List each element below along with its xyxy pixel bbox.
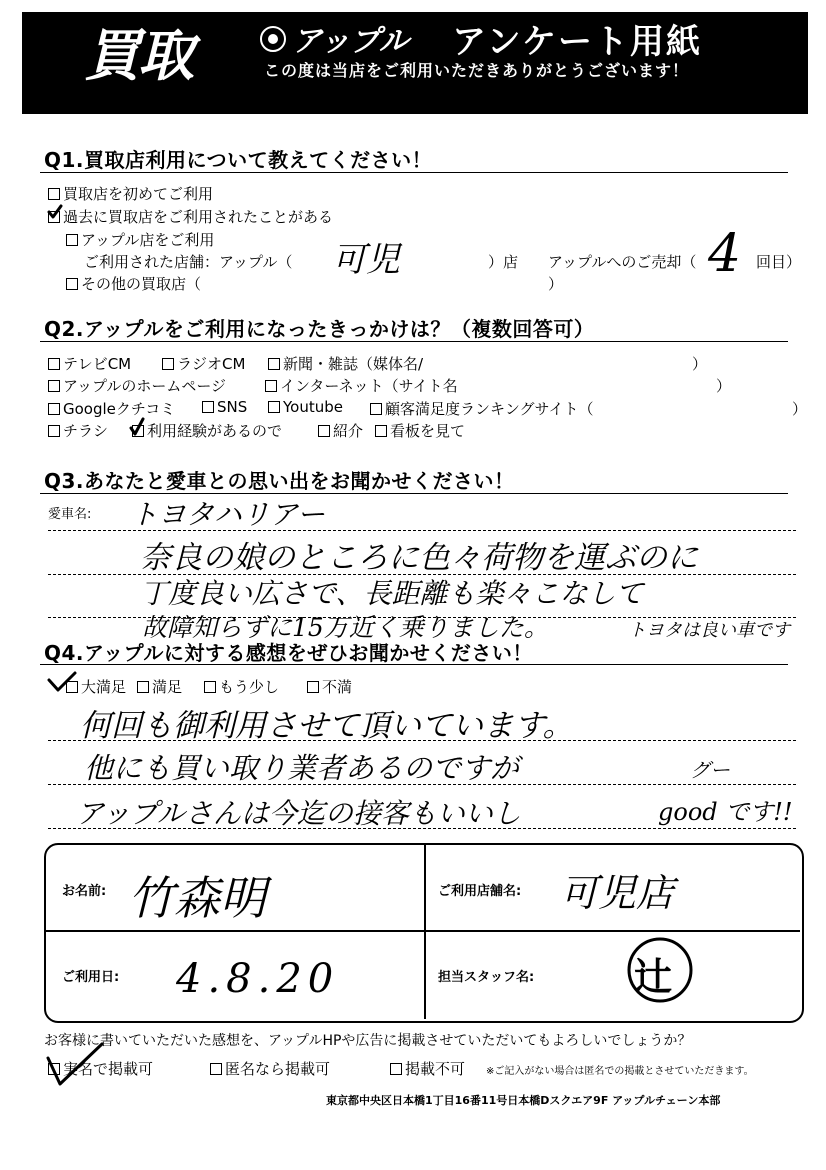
q4-option-satisfied-label: 満足: [152, 678, 183, 696]
header-subtitle: この度は当店をご利用いただきありがとうございます！: [264, 61, 690, 80]
q3-memory-note: トヨタは良い車です: [628, 620, 790, 641]
q1-option-apple-label: アップル店をご利用: [81, 231, 215, 249]
checkbox-referral[interactable]: [318, 425, 330, 437]
store-name-handwritten[interactable]: 可児店: [560, 871, 675, 915]
q2-option-flyer-label: チラシ: [63, 422, 109, 440]
q4-comment-line-1: 何回も御利用させて頂いています。: [80, 708, 574, 744]
q1-store-handwritten: 可児: [332, 240, 400, 280]
q4-rule: [40, 664, 788, 665]
check-mark-icon: [44, 1040, 106, 1090]
q2-rule: [40, 341, 788, 342]
checkbox-internet[interactable]: [265, 380, 277, 392]
q2-option-tvcm[interactable]: [48, 353, 131, 374]
checkbox-flyer[interactable]: [48, 425, 60, 437]
q3-writing-line: [48, 530, 796, 531]
q2-option-internet[interactable]: [265, 375, 458, 396]
q4-option-slightly-label: もう少し: [219, 678, 280, 696]
q1-option-first-label: 買取店を初めてご利用: [63, 185, 214, 203]
q2-option-homepage[interactable]: [48, 375, 226, 396]
q3-memory-line-2: 丁度良い広さで、長距離も楽々こなして: [140, 577, 644, 610]
checkbox-news[interactable]: [268, 358, 280, 370]
q2-option-google[interactable]: [48, 398, 175, 419]
q2-ranking-close: ）: [792, 400, 808, 418]
store-name-label: ご利用店舗名:: [438, 884, 522, 899]
q2-option-radio[interactable]: [162, 353, 245, 374]
checkbox-tvcm[interactable]: [48, 358, 60, 370]
apple-logo-icon: [258, 24, 288, 54]
q1-option-past[interactable]: [48, 206, 333, 227]
footer-address: 東京都中央区日本橋1丁目16番11号日本橋Dスクエア9F アップルチェーン本部: [326, 1094, 721, 1107]
q3-car-label: 愛車名:: [48, 507, 92, 522]
consent-note: ※ご記入がない場合は匿名での掲載とさせていただきます。: [486, 1066, 754, 1077]
q1-option-apple[interactable]: [66, 229, 214, 250]
kaitori-logo: 買取: [84, 24, 192, 89]
checkbox-slightly[interactable]: [204, 681, 216, 693]
name-handwritten[interactable]: 竹森明: [128, 871, 266, 925]
checkbox-sns[interactable]: [202, 401, 214, 413]
check-mark-icon: [128, 416, 146, 438]
q2-option-news-label: 新聞・雑誌（媒体名/: [283, 355, 424, 373]
q2-option-radio-label: ラジオCM: [177, 355, 246, 373]
checkbox-satisfied[interactable]: [137, 681, 149, 693]
q2-option-experience-label: 利用経験があるので: [147, 422, 283, 440]
q4-option-dissatisfied[interactable]: [307, 676, 352, 697]
q2-option-youtube[interactable]: [268, 398, 343, 416]
consent-option-anonymous-label: 匿名なら掲載可: [225, 1060, 331, 1078]
checkbox-dissatisfied[interactable]: [307, 681, 319, 693]
q2-option-news[interactable]: [268, 353, 423, 374]
q3-memory-line-1: 奈良の娘のところに色々荷物を運ぶのに: [140, 540, 698, 576]
q2-option-internet-label: インターネット（サイト名: [280, 377, 458, 395]
q2-option-referral-label: 紹介: [333, 422, 364, 440]
staff-label: 担当スタッフ名:: [438, 970, 535, 985]
date-label: ご利用日:: [62, 970, 120, 985]
q1-title: Q1.買取店利用について教えてください！: [44, 148, 433, 172]
q1-store-suffix: ）店: [488, 253, 519, 271]
q2-option-sns-label: SNS: [217, 398, 248, 416]
q4-option-very-satisfied-label: 大満足: [81, 678, 127, 696]
q2-option-homepage-label: アップルのホームページ: [63, 377, 227, 395]
q1-option-other[interactable]: [66, 273, 201, 294]
checkbox-anonymous[interactable]: [210, 1063, 222, 1075]
q2-option-sns[interactable]: [202, 398, 247, 416]
checkbox-radio[interactable]: [162, 358, 174, 370]
q2-news-close: ）: [692, 355, 708, 373]
consent-option-real-name-label: 実名で掲載可: [63, 1060, 154, 1078]
q1-count-suffix: 回目）: [756, 253, 802, 271]
q4-title: Q4.アップルに対する感想をぜひお聞かせください！: [44, 641, 533, 665]
q1-other-close: ）: [548, 275, 564, 293]
checkbox-ranking[interactable]: [370, 403, 382, 415]
q2-option-experience[interactable]: [132, 420, 282, 441]
q2-option-flyer[interactable]: [48, 420, 108, 441]
header-title: アンケート用紙: [452, 22, 702, 62]
q2-option-ranking[interactable]: [370, 398, 594, 419]
checkbox-signboard[interactable]: [375, 425, 387, 437]
q4-comment-line-3: アップルさんは今迄の接客もいいし: [76, 797, 521, 830]
q3-memory-line-3: 故障知らずに15万近く乗りました。: [142, 613, 549, 642]
q4-option-satisfied[interactable]: [137, 676, 182, 697]
q2-option-ranking-label: 顧客満足度ランキングサイト（: [385, 400, 594, 418]
name-label: お名前:: [62, 884, 107, 899]
q1-count-label: アップルへのご売却（: [548, 253, 697, 271]
date-handwritten[interactable]: 4.8.20: [176, 956, 340, 1002]
staff-seal-text: 辻: [634, 954, 673, 999]
checkbox-first[interactable]: [48, 188, 60, 200]
checkbox-homepage[interactable]: [48, 380, 60, 392]
q1-option-first[interactable]: [48, 183, 213, 204]
q1-rule: [40, 172, 788, 173]
q4-comment-line-2b: グー: [690, 758, 730, 782]
consent-option-anonymous[interactable]: [210, 1058, 330, 1079]
q2-option-youtube-label: Youtube: [283, 398, 343, 416]
q2-internet-close: ）: [716, 377, 732, 395]
q2-option-signboard-label: 看板を見て: [390, 422, 466, 440]
checkbox-not-allowed[interactable]: [390, 1063, 402, 1075]
consent-option-not-allowed-label: 掲載不可: [405, 1060, 466, 1078]
q4-comment-line-3b: good です!!: [658, 798, 793, 826]
q1-store-label: ご利用された店舗：アップル（: [84, 253, 293, 271]
checkbox-other[interactable]: [66, 278, 78, 290]
check-mark-icon: [46, 203, 64, 221]
checkbox-apple[interactable]: [66, 234, 78, 246]
checkbox-youtube[interactable]: [268, 401, 280, 413]
q4-option-dissatisfied-label: 不満: [322, 678, 353, 696]
q1-option-other-label: その他の買取店（: [81, 275, 202, 293]
q2-option-signboard[interactable]: [375, 420, 465, 441]
q2-title: Q2.アップルをご利用になったきっかけは？（複数回答可）: [44, 317, 595, 341]
q4-comment-line-2: 他にも買い取り業者あるのですが: [84, 751, 520, 785]
q2-option-google-label: Googleクチコミ: [63, 400, 176, 418]
checkbox-google[interactable]: [48, 403, 60, 415]
check-mark-icon: [46, 670, 78, 694]
consent-question: お客様に書いていただいた感想を、アップルHPや広告に掲載させていただいてもよろしいでしょうか？: [44, 1033, 692, 1049]
q2-option-tvcm-label: テレビCM: [63, 355, 132, 373]
q1-option-past-label: 過去に買取店をご利用されたことがある: [63, 208, 334, 226]
brand-name: アップル: [292, 24, 409, 59]
q3-car-handwritten: トヨタハリアー: [130, 498, 325, 531]
consent-option-not-allowed[interactable]: [390, 1058, 465, 1079]
q1-count-handwritten: 4: [708, 224, 742, 284]
q2-option-referral[interactable]: [318, 420, 363, 441]
q3-title: Q3.あなたと愛車との思い出をお聞かせください！: [44, 469, 515, 493]
q4-option-slightly[interactable]: [204, 676, 279, 697]
